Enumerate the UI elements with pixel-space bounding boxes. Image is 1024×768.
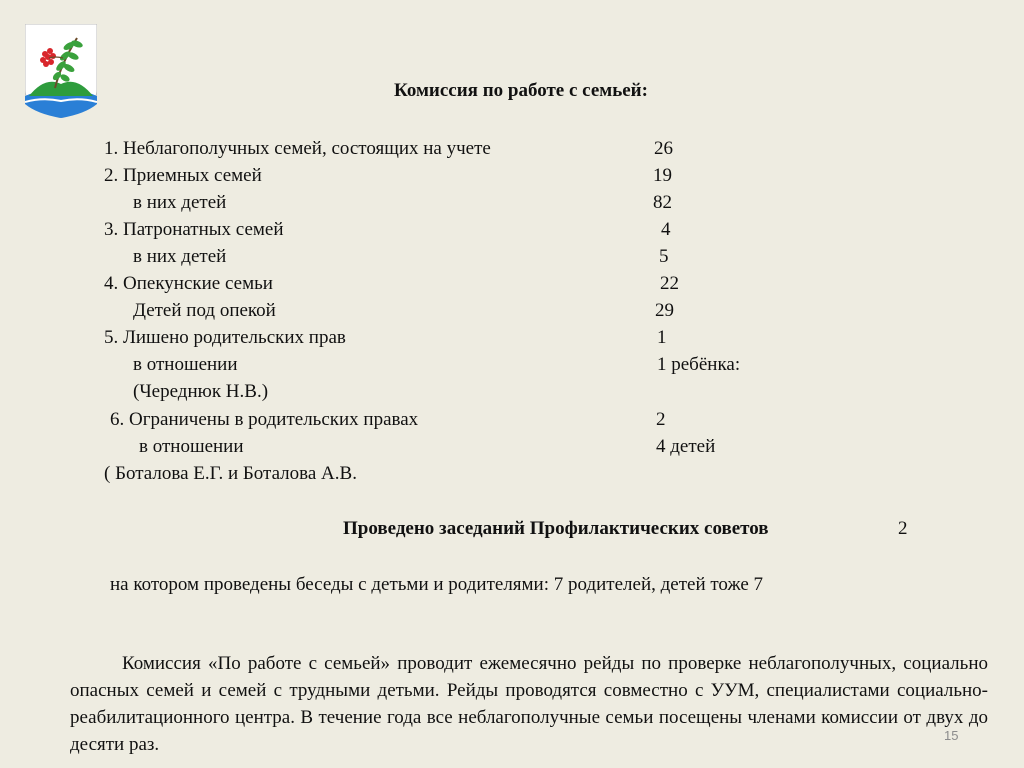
stat-value: 29 [655,300,674,321]
description-paragraph: Комиссия «По работе с семьей» проводит ежемесячно рейды по проверке неблагополучных, социально опасных семей и семей с трудными детьми. Рейды проводятся совместно с УУМ, специалистами социально-реабилитационного центра. В течение года все неблагополучные семьи посещены членами комиссии от двух до десяти раз. [70,653,988,755]
stat-value: 1 [657,327,667,348]
stat-value: 19 [653,165,672,186]
stat-value: 4 [661,219,671,240]
stat-value: 22 [660,273,679,294]
stat-label: 4. Опекунские семьи [104,273,273,294]
stat-label: (Череднюк Н.В.) [133,381,269,402]
stat-value: 2 [656,409,666,430]
page-number: 15 [944,728,959,743]
stat-label: 1. Неблагополучных семей, состоящих на учете [104,138,491,159]
council-line [343,518,908,540]
talks-line: на котором проведены беседы с детьми и родителями: 7 родителей, детей тоже 7 [110,574,764,595]
stat-label: 6. Ограничены в родительских правах [110,409,419,430]
stat-label: ( Боталова Е.Г. и Боталова А.В. [104,463,357,484]
stat-label: в отношении [133,354,238,375]
stat-label: в них детей [133,192,227,213]
stat-value: 1 ребёнка: [657,354,741,375]
page-title: Комиссия по работе с семьей: [394,80,648,101]
stat-label: Детей под опекой [133,300,276,321]
stat-value: 26 [654,138,673,159]
stat-value: 82 [653,192,672,213]
council-value: 2 [898,518,908,539]
coat-of-arms-icon [25,24,97,118]
stat-value: 4 детей [656,436,716,457]
stat-value: 5 [659,246,669,267]
stat-label: 2. Приемных семей [104,165,262,186]
council-label: Проведено заседаний Профилактических советов [343,518,769,539]
stat-label: в них детей [133,246,227,267]
stat-label: 5. Лишено родительских прав [104,327,346,348]
stat-label: 3. Патронатных семей [104,219,284,240]
stat-label: в отношении [139,436,244,457]
